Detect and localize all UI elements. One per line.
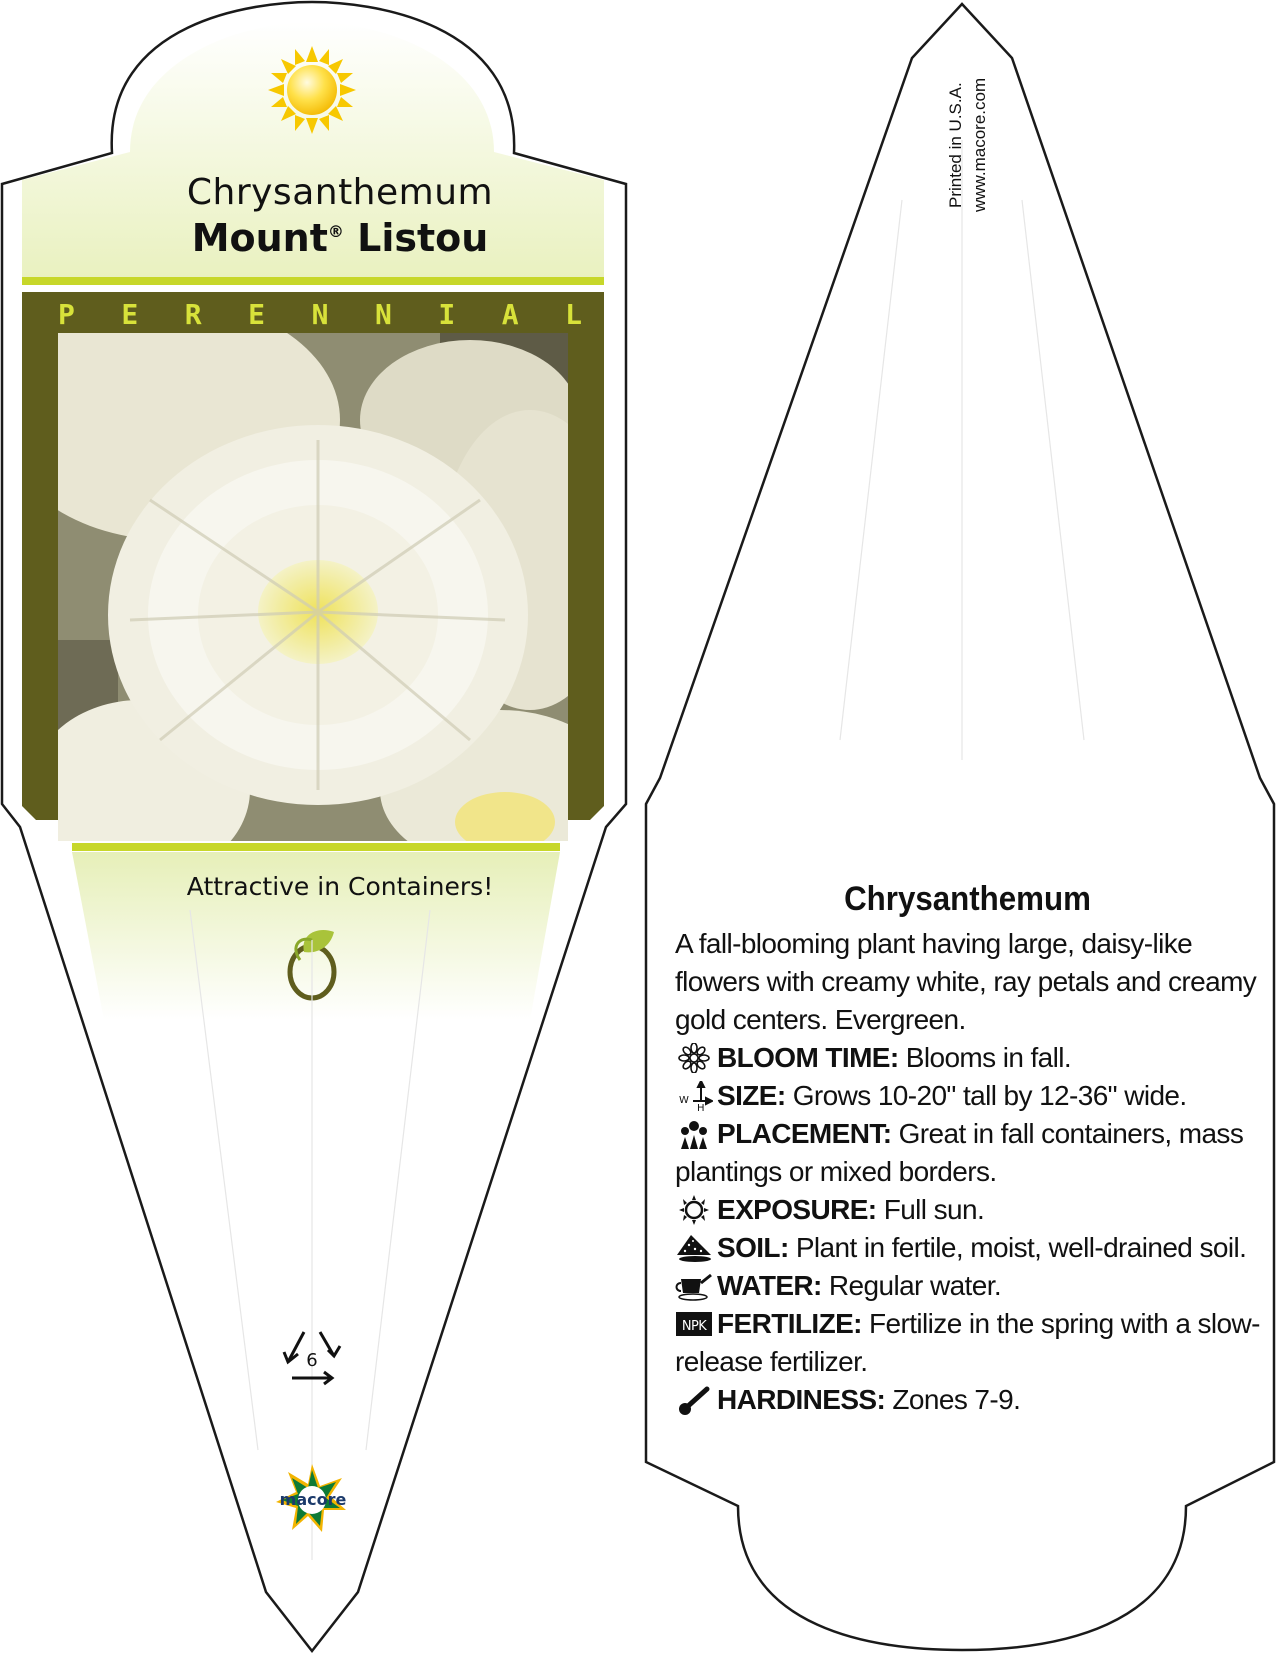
watering-can-icon bbox=[675, 1271, 713, 1301]
category-letter: E bbox=[121, 298, 139, 331]
size-arrows-icon bbox=[675, 1081, 713, 1111]
title-listou: Listou bbox=[343, 216, 489, 260]
category-letter: R bbox=[184, 298, 202, 331]
attribute-text: Great in fall containers, mass plantings or mixed borders. bbox=[675, 1118, 1244, 1187]
attribute-soil bbox=[675, 1229, 1260, 1267]
attribute-placement bbox=[675, 1115, 1260, 1191]
recycle-code: 6 bbox=[306, 1350, 318, 1371]
flower-icon bbox=[675, 1043, 713, 1073]
attribute-text: Regular water. bbox=[821, 1270, 1002, 1301]
category-letter: P bbox=[58, 298, 75, 331]
attribute-label: WATER: bbox=[717, 1270, 822, 1301]
attribute-label: SIZE: bbox=[717, 1080, 786, 1111]
size-w-label: W bbox=[679, 1095, 689, 1106]
flower-photo bbox=[0, 300, 620, 880]
category-label bbox=[58, 298, 582, 331]
description: A fall-blooming plant having large, daisy-like flowers with creamy white, ray petals and creamy gold centers. Evergreen. bbox=[675, 928, 1257, 1035]
back-info bbox=[675, 880, 1260, 1419]
attribute-label: SOIL: bbox=[717, 1232, 789, 1263]
attribute-bloom-time bbox=[675, 1039, 1260, 1077]
attribute-text: Blooms in fall. bbox=[898, 1042, 1072, 1073]
attribute-exposure bbox=[675, 1191, 1260, 1229]
category-letter: E bbox=[248, 298, 266, 331]
category-letter: A bbox=[501, 298, 519, 331]
front-title-line1: Chrysanthemum bbox=[186, 172, 494, 213]
front-title-line2 bbox=[60, 216, 620, 260]
npk-icon bbox=[675, 1309, 713, 1339]
brand-name: macore bbox=[279, 1490, 347, 1509]
registered-mark: ® bbox=[327, 222, 344, 241]
npk-label: NPK bbox=[681, 1319, 707, 1334]
attribute-label: FERTILIZE: bbox=[717, 1308, 862, 1339]
attribute-label: BLOOM TIME: bbox=[717, 1042, 899, 1073]
attribute-text: Zones 7-9. bbox=[885, 1384, 1021, 1415]
attribute-label: HARDINESS: bbox=[717, 1384, 886, 1415]
attribute-fertilize bbox=[675, 1305, 1260, 1381]
back-title: Chrysanthemum bbox=[844, 880, 1091, 918]
sun-icon bbox=[268, 46, 356, 134]
attribute-text: Full sun. bbox=[876, 1194, 985, 1225]
attribute-label: PLACEMENT: bbox=[717, 1118, 892, 1149]
sun-icon bbox=[675, 1195, 713, 1225]
printed-in-usa: Printed in U.S.A. bbox=[946, 82, 965, 208]
attribute-label: EXPOSURE: bbox=[717, 1194, 877, 1225]
attribute-text: Plant in fertile, moist, well-drained soil. bbox=[788, 1232, 1247, 1263]
category-letter: N bbox=[311, 298, 329, 331]
attribute-hardiness bbox=[675, 1381, 1260, 1419]
attribute-water bbox=[675, 1267, 1260, 1305]
website: www.macore.com bbox=[970, 77, 989, 212]
placement-icon bbox=[675, 1119, 713, 1149]
title-mount: Mount bbox=[191, 216, 328, 260]
attribute-text: Fertilize in the spring with a slow-release fertilizer. bbox=[675, 1308, 1260, 1377]
tagline: Attractive in Containers! bbox=[186, 872, 494, 901]
attribute-size bbox=[675, 1077, 1260, 1115]
category-letter: L bbox=[565, 298, 582, 331]
category-letter: N bbox=[374, 298, 392, 331]
size-h-label: H bbox=[697, 1103, 704, 1111]
soil-icon bbox=[675, 1233, 713, 1263]
attribute-text: Grows 10-20" tall by 12-36" wide. bbox=[785, 1080, 1187, 1111]
thermometer-icon bbox=[675, 1385, 713, 1415]
category-letter: I bbox=[438, 298, 456, 331]
